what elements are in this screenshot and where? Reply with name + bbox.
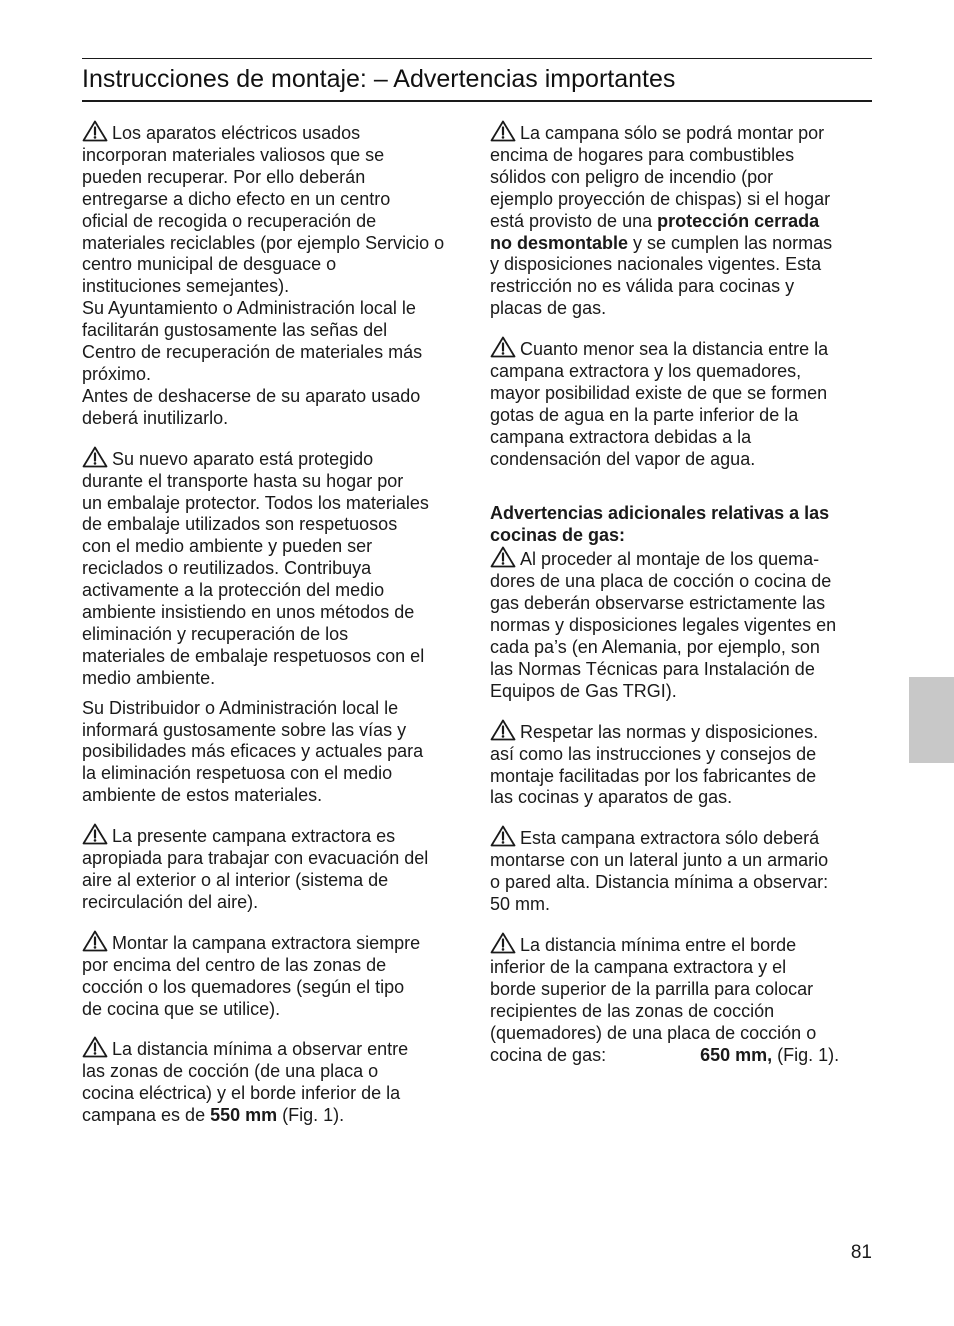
line-text: Su Distribuidor o Administración local le	[82, 697, 399, 718]
text-line	[82, 493, 454, 515]
line-text: y disposiciones nacionales vigentes. Esta	[490, 254, 822, 275]
text-line	[490, 1045, 862, 1067]
text-line	[82, 386, 454, 408]
text-line	[82, 298, 454, 320]
text-line	[82, 120, 454, 145]
text-line	[490, 276, 862, 298]
line-text: pueden recuperar. Por ello deberán	[82, 166, 366, 187]
right-column	[490, 120, 862, 1066]
line-text: materiales reciclables (por ejemplo Servicio o	[82, 232, 445, 253]
text-line	[82, 668, 454, 690]
text-line	[82, 646, 454, 668]
line-text: La distancia mínima a observar entre	[112, 1039, 409, 1060]
line-text: cocción o los quemadores (según el tipo	[82, 976, 405, 997]
text-line	[490, 979, 862, 1001]
text-line	[490, 957, 862, 979]
warning-triangle-icon	[490, 546, 516, 568]
warning-triangle-icon	[82, 120, 108, 142]
text-line	[82, 823, 454, 848]
left-column	[82, 120, 454, 1127]
text-line	[82, 320, 454, 342]
text-line	[82, 999, 454, 1021]
text-line	[82, 254, 454, 276]
text-line	[82, 189, 454, 211]
line-text: (Fig. 1).	[277, 1105, 345, 1126]
text-line	[490, 503, 862, 525]
line-text: condensación del vapor de agua.	[490, 448, 756, 469]
line-text: encima de hogares para combustibles	[490, 144, 795, 165]
text-line	[82, 977, 454, 999]
line-text: dores de una placa de cocción o cocina de	[490, 571, 832, 592]
line-text: la eliminación respetuosa con el medio	[82, 763, 393, 784]
text-line	[490, 145, 862, 167]
line-text: montaje facilitadas por los fabricantes de	[490, 765, 817, 786]
line-text: centro municipal de desguace o	[82, 254, 337, 275]
text-line	[490, 120, 862, 145]
emphasis-text: no desmontable	[490, 232, 629, 253]
section-tab-marker	[909, 677, 954, 763]
page-number: 81	[850, 1242, 872, 1263]
line-text: recirculación del aire).	[82, 891, 259, 912]
line-text: medio ambiente.	[82, 667, 216, 688]
line-text: Cuanto menor sea la distancia entre la	[520, 339, 829, 360]
text-line	[82, 785, 454, 807]
line-text: campana extractora y los quemadores,	[490, 361, 802, 382]
text-line	[490, 383, 862, 405]
line-text: informará gustosamente sobre las vías y	[82, 719, 407, 740]
line-text: deberá inutilizarlo.	[82, 407, 229, 428]
line-text: recipientes de las zonas de cocción	[490, 1000, 775, 1021]
line-text: Advertencias adicionales relativas a las	[490, 502, 830, 523]
line-text: gas deberán observarse estrictamente las	[490, 593, 826, 614]
text-line	[490, 637, 862, 659]
text-line	[82, 848, 454, 870]
warning-triangle-icon	[82, 1036, 108, 1058]
text-line	[82, 233, 454, 255]
line-text: con el medio ambiente y pueden ser	[82, 536, 373, 557]
text-line	[82, 580, 454, 602]
text-line	[82, 870, 454, 892]
text-line	[490, 825, 862, 850]
text-line	[82, 1083, 454, 1105]
text-line	[490, 872, 862, 894]
line-text: las Normas Técnicas para Instalación de	[490, 658, 815, 679]
text-line	[490, 615, 862, 637]
line-text: Antes de deshacerse de su aparato usado	[82, 385, 421, 406]
text-line	[82, 624, 454, 646]
warning-paragraph	[490, 546, 862, 702]
line-text: montarse con un lateral junto a un armario	[490, 850, 829, 871]
text-line	[490, 525, 862, 547]
line-text: normas y disposiciones legales vigentes en	[490, 615, 837, 636]
text-line	[82, 930, 454, 955]
header-rule-top	[82, 58, 872, 59]
text-line	[490, 254, 862, 276]
warning-paragraph	[490, 932, 862, 1066]
text-line	[490, 659, 862, 681]
line-text: reciclados o reutilizados. Contribuya	[82, 558, 372, 579]
line-text: campana extractora debidas a la	[490, 426, 752, 447]
warning-paragraph	[490, 336, 862, 470]
text-line	[490, 719, 862, 744]
line-text: y se cumplen las normas	[628, 232, 833, 253]
warning-triangle-icon	[490, 120, 516, 142]
line-text: (quemadores) de una placa de cocción o	[490, 1022, 817, 1043]
text-line	[490, 894, 862, 916]
line-text: Al proceder al montaje de los quema-	[520, 549, 820, 570]
line-text: Respetar las normas y disposiciones.	[520, 721, 819, 742]
warning-triangle-icon	[490, 825, 516, 847]
line-text: cocina eléctrica) y el borde inferior de la	[82, 1083, 401, 1104]
line-text: Montar la campana extractora siempre	[112, 932, 421, 953]
line-text: sólidos con peligro de incendio (por	[490, 166, 774, 187]
warning-paragraph	[82, 930, 454, 1021]
line-text: Centro de recuperación de materiales más	[82, 342, 423, 363]
line-text: o pared alta. Distancia mínima a observar:	[490, 872, 829, 893]
text-line	[82, 741, 454, 763]
emphasis-text: 550 mm	[210, 1105, 278, 1126]
line-text: cada pa’s (en Alemania, por ejemplo, son	[490, 637, 820, 658]
line-text: Esta campana extractora sólo deberá	[520, 828, 820, 849]
line-text: de embalaje utilizados son respetuosos	[82, 514, 398, 535]
line-text: 50 mm.	[490, 894, 551, 915]
text-line	[82, 763, 454, 785]
warning-triangle-icon	[82, 823, 108, 845]
warning-paragraph	[490, 719, 862, 810]
line-text: eliminación y recuperación de los	[82, 623, 349, 644]
line-text: La presente campana extractora es	[112, 826, 396, 847]
section-subheading	[490, 503, 862, 547]
page-title: Instrucciones de montaje: – Advertencias importantes	[82, 65, 676, 93]
line-text: cocinas de gas:	[490, 524, 626, 545]
text-line	[490, 593, 862, 615]
text-line	[490, 932, 862, 957]
text-line	[490, 850, 862, 872]
text-line	[82, 471, 454, 493]
text-line	[82, 342, 454, 364]
warning-paragraph	[82, 1036, 454, 1127]
line-text: gotas de agua en la parte inferior de la	[490, 404, 799, 425]
line-text: apropiada para trabajar con evacuación del	[82, 848, 429, 869]
text-line	[490, 405, 862, 427]
warning-paragraph	[490, 825, 862, 916]
text-line	[490, 449, 862, 471]
line-text: mayor posibilidad existe de que se formen	[490, 382, 828, 403]
text-line	[490, 427, 862, 449]
line-text: posibilidades más eficaces y actuales para	[82, 741, 424, 762]
text-line	[490, 787, 862, 809]
line-text: las cocinas y aparatos de gas.	[490, 787, 733, 808]
text-line	[82, 558, 454, 580]
line-text: oficial de recogida o recuperación de	[82, 210, 377, 231]
line-text: Su nuevo aparato está protegido	[112, 448, 374, 469]
text-line	[82, 364, 454, 386]
text-line	[490, 546, 862, 571]
line-text: Su Ayuntamiento o Administración local le	[82, 298, 416, 319]
line-text: próximo.	[82, 363, 152, 384]
line-text: por encima del centro de las zonas de	[82, 954, 387, 975]
warning-triangle-icon	[490, 932, 516, 954]
text-line	[82, 276, 454, 298]
line-text: incorporan materiales valiosos que se	[82, 144, 385, 165]
warning-paragraph	[490, 120, 862, 320]
text-line	[490, 233, 862, 255]
line-text: materiales de embalaje respetuosos con el	[82, 645, 425, 666]
text-line	[82, 1036, 454, 1061]
text-line	[490, 571, 862, 593]
line-text: inferior de la campana extractora y el	[490, 956, 787, 977]
line-text: campana es de	[82, 1105, 211, 1126]
text-line	[490, 211, 862, 233]
line-text: La campana sólo se podrá montar por	[520, 123, 825, 143]
warning-paragraph	[82, 446, 454, 690]
line-text: las zonas de cocción (de una placa o	[82, 1061, 379, 1082]
line-text: está provisto de una	[490, 210, 658, 231]
line-text: placas de gas.	[490, 298, 607, 319]
text-line	[82, 408, 454, 430]
text-line	[490, 336, 862, 361]
warning-triangle-icon	[490, 719, 516, 741]
line-text: durante el transporte hasta su hogar por	[82, 470, 404, 491]
header-rule-bottom	[82, 100, 872, 102]
line-text: restricción no es válida para cocinas y	[490, 276, 795, 297]
line-text: entregarse a dicho efecto en un centro	[82, 188, 391, 209]
text-line	[82, 1061, 454, 1083]
text-line	[490, 298, 862, 320]
text-line	[490, 361, 862, 383]
text-line	[82, 514, 454, 536]
warning-triangle-icon	[82, 446, 108, 468]
text-line	[82, 698, 454, 720]
line-text: cocina de gas:	[490, 1044, 607, 1065]
text-line	[82, 892, 454, 914]
text-paragraph	[82, 698, 454, 808]
text-line	[82, 1105, 454, 1127]
line-text: La distancia mínima entre el borde	[520, 935, 797, 955]
warning-triangle-icon	[490, 336, 516, 358]
text-line	[82, 720, 454, 742]
line-text: facilitarán gustosamente las señas del	[82, 320, 388, 341]
line-text: instituciones semejantes).	[82, 276, 290, 297]
line-text: aire al exterior o al interior (sistema de	[82, 870, 389, 890]
text-line	[490, 681, 862, 703]
emphasis-text: 650 mm,	[700, 1044, 773, 1065]
line-text: ambiente de estos materiales.	[82, 785, 323, 806]
text-line	[82, 167, 454, 189]
warning-paragraph	[82, 823, 454, 914]
line-text: un embalaje protector. Todos los materiales	[82, 492, 429, 513]
text-line	[490, 1001, 862, 1023]
line-text: (Fig. 1).	[772, 1044, 840, 1065]
text-line	[82, 145, 454, 167]
text-line	[82, 602, 454, 624]
line-text: ambiente insistiendo en unos métodos de	[82, 602, 415, 623]
text-line	[82, 446, 454, 471]
text-line	[490, 766, 862, 788]
text-line	[490, 744, 862, 766]
line-text: Equipos de Gas TRGI).	[490, 680, 677, 701]
warning-paragraph	[82, 120, 454, 430]
text-line	[82, 955, 454, 977]
line-text: activamente a la protección del medio	[82, 580, 385, 601]
text-line	[490, 189, 862, 211]
text-line	[82, 211, 454, 233]
line-text: de cocina que se utilice).	[82, 998, 281, 1019]
text-line	[82, 536, 454, 558]
line-text: Los aparatos eléctricos usados	[112, 123, 361, 143]
text-line	[490, 167, 862, 189]
warning-triangle-icon	[82, 930, 108, 952]
line-text: ejemplo proyección de chispas) si el hogar	[490, 188, 831, 209]
line-text: borde superior de la parrilla para colocar	[490, 978, 814, 999]
line-text: así como las instrucciones y consejos de	[490, 743, 817, 764]
emphasis-text: protección cerrada	[657, 210, 820, 231]
text-line	[490, 1023, 862, 1045]
